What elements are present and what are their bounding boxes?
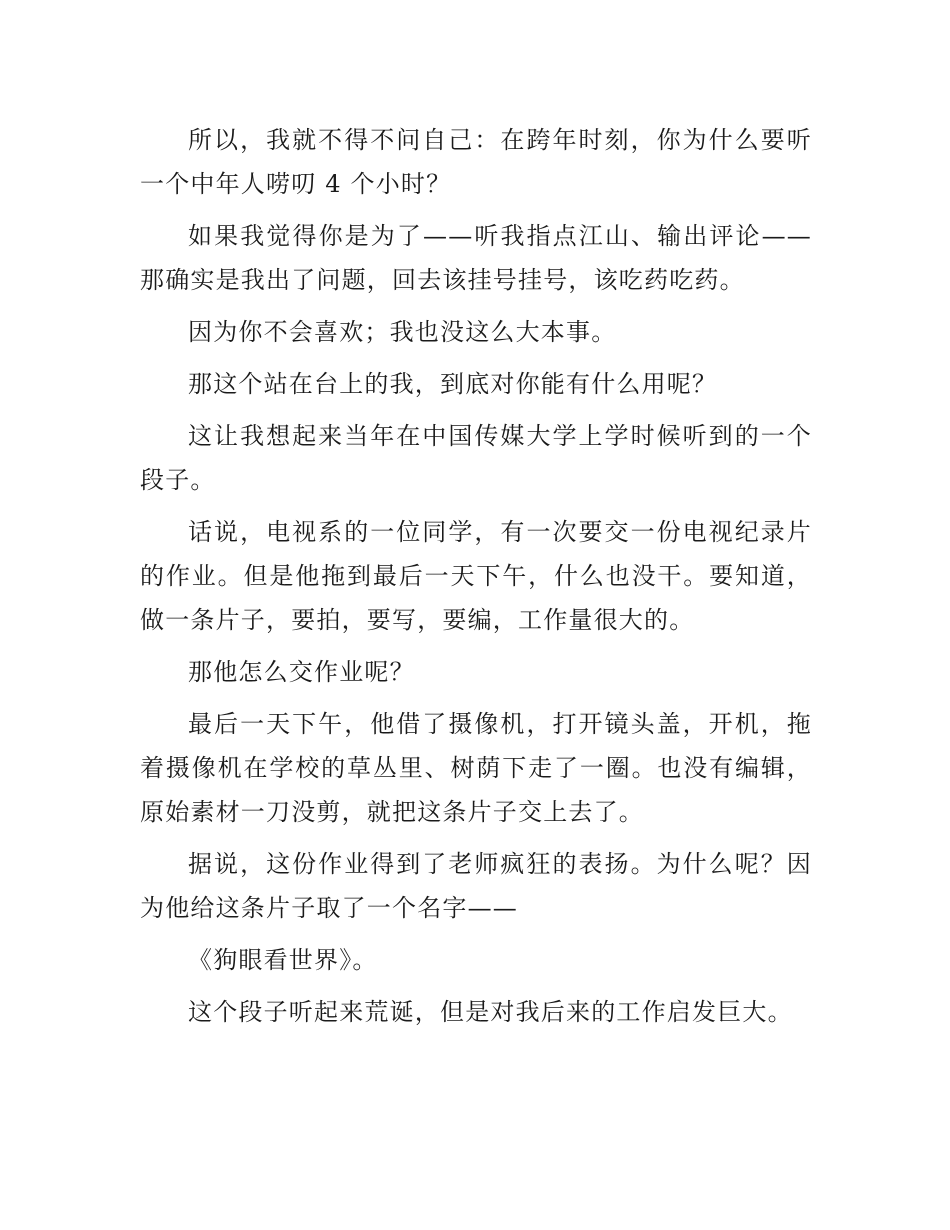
paragraph: 那这个站在台上的我，到底对你能有什么用呢？ [188,370,718,398]
paragraph: 《狗眼看世界》。 [188,946,378,974]
paragraph: 据说，这份作业得到了老师疯狂的表扬。为什么呢？因为他给这条片子取了一个名字—— [140,850,812,922]
paragraph: 所以，我就不得不问自己：在跨年时刻，你为什么要听一个中年人唠叨 4 个小时？ [140,126,812,198]
paragraph: 最后一天下午，他借了摄像机，打开镜头盖，开机，拖着摄像机在学校的草丛里、树荫下走了一圈。也没有编辑，原始素材一刀没剪，就把这条片子交上去了。 [140,710,812,826]
body-text [140,118,812,1042]
paragraph: 话说，电视系的一位同学，有一次要交一份电视纪录片的作业。但是他拖到最后一天下午，什么也没干。要知道，做一条片子，要拍，要写，要编，工作量很大的。 [140,518,812,634]
paragraph: 如果我觉得你是为了——听我指点江山、输出评论——那确实是我出了问题，回去该挂号挂号，该吃药吃药。 [140,222,812,294]
paragraph: 那他怎么交作业呢？ [188,658,415,686]
paragraph: 这个段子听起来荒诞，但是对我后来的工作启发巨大。 [188,998,793,1026]
paragraph: 这让我想起来当年在中国传媒大学上学时候听到的一个段子。 [140,422,812,494]
paragraph: 因为你不会喜欢；我也没这么大本事。 [188,318,617,346]
